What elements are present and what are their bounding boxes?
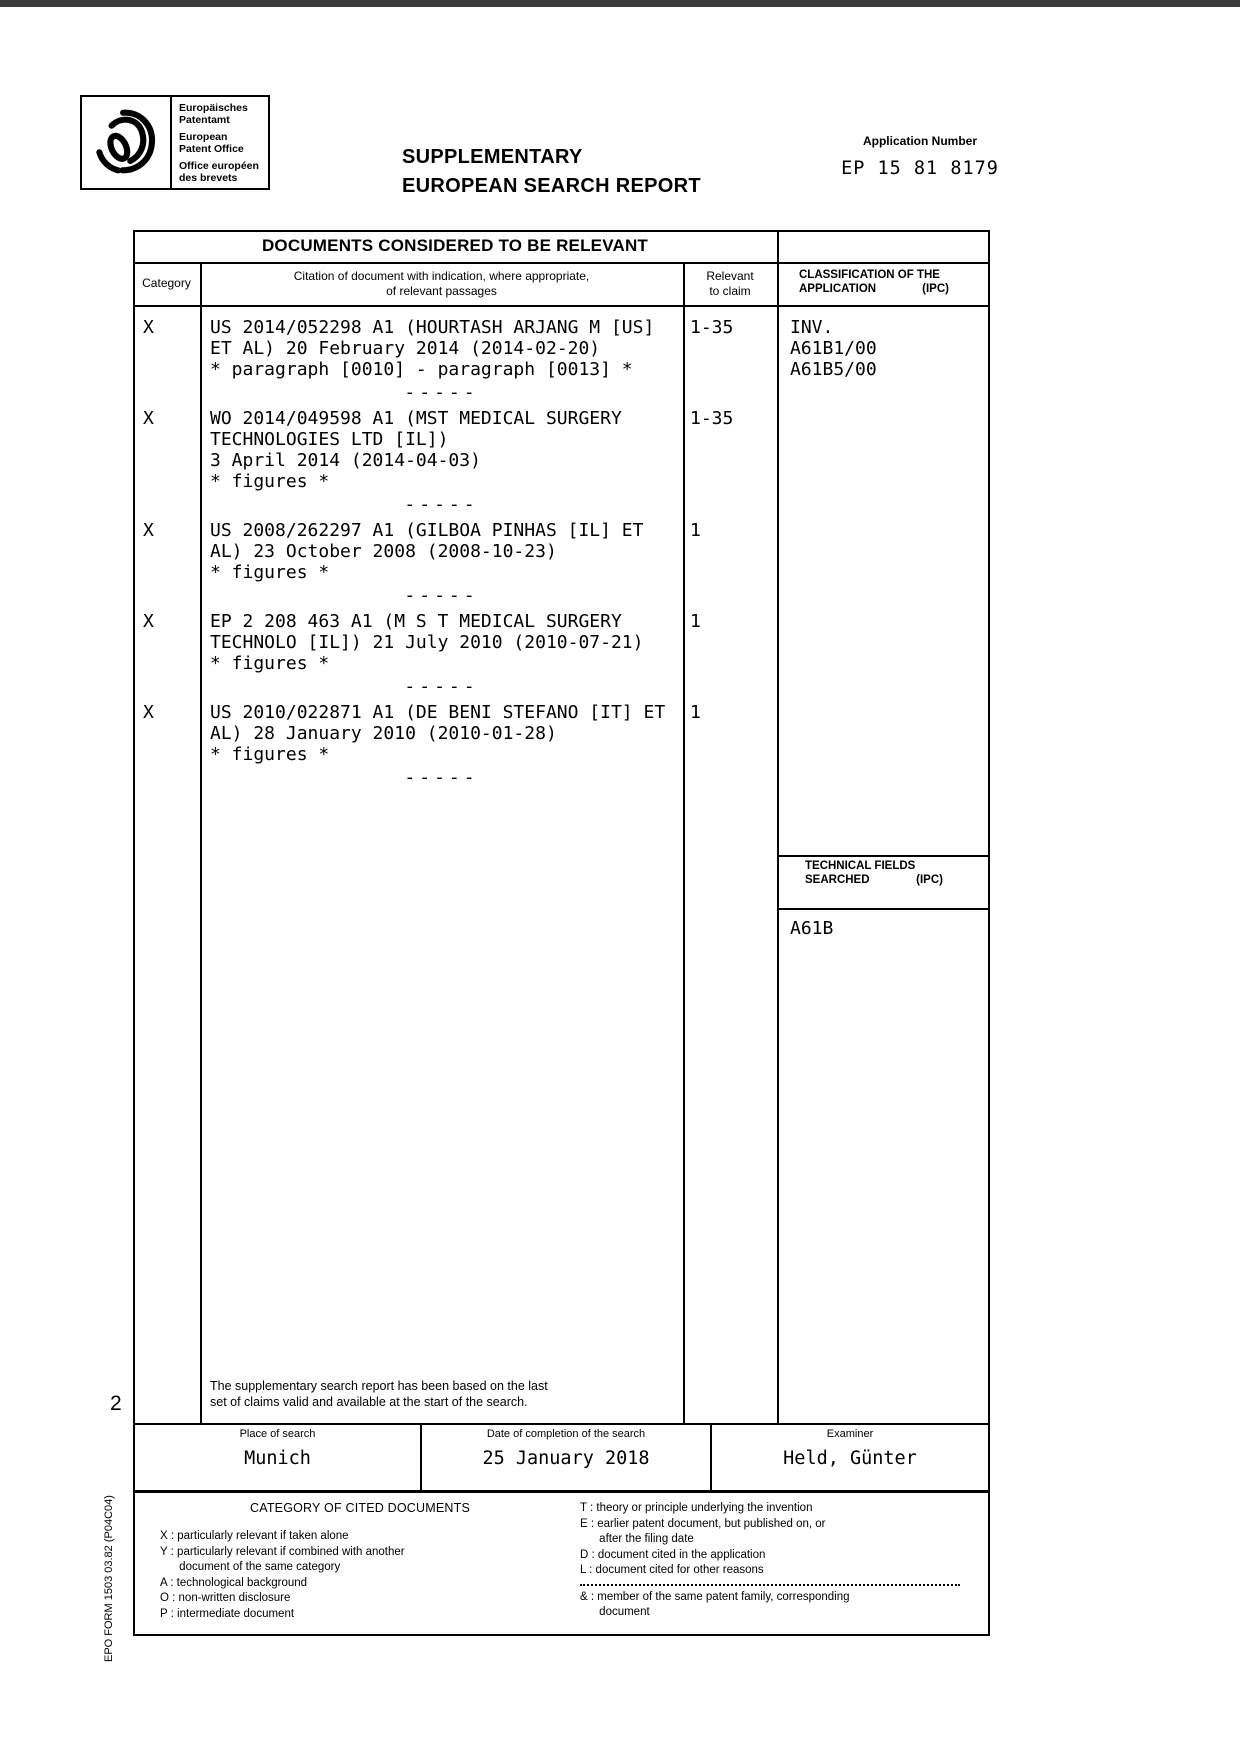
document-entries: [133, 313, 777, 793]
examiner-value: Held, Günter: [783, 1448, 917, 1469]
column-header-classification: [777, 262, 990, 305]
entry-separator: -----: [404, 585, 479, 606]
entry-category: X: [143, 317, 154, 338]
legend-item: after the filing date: [580, 1533, 694, 1545]
legend-item: Y : particularly relevant if combined with another: [160, 1545, 405, 1558]
legend-right-items-2: [580, 1590, 975, 1621]
technical-fields-values: [777, 918, 833, 939]
application-number-label: Application Number: [862, 134, 977, 148]
place-of-search-cell: [135, 1425, 422, 1490]
technical-fields-ipc: (IPC): [916, 874, 943, 886]
legend-left-items: [160, 1529, 560, 1622]
entry-relevant-claims: 1: [690, 520, 701, 541]
tech-fields-divider-top: [777, 855, 990, 857]
entry-category: X: [143, 520, 154, 541]
dotted-divider: [580, 1584, 960, 1586]
legend-item: A : technological background: [160, 1576, 308, 1589]
legend-item: & : member of the same patent family, corresponding: [580, 1590, 850, 1603]
technical-fields-line1: TECHNICAL FIELDS: [805, 860, 916, 872]
column-header-relevant: Relevant to claim: [706, 268, 754, 298]
epo-org-name: Europäisches Patentamt: [179, 102, 248, 127]
legend-title: CATEGORY OF CITED DOCUMENTS: [250, 1501, 470, 1515]
citation-legend: [133, 1490, 990, 1636]
search-basis-note: The supplementary search report has been based on the last set of claims valid and available at the start of the search.: [210, 1379, 548, 1409]
epo-logo-icon: [82, 97, 172, 188]
entry-separator: -----: [404, 382, 479, 403]
classification-header-ipc: (IPC): [922, 283, 949, 295]
date-of-completion-label: Date of completion of the search: [486, 1428, 646, 1440]
relevant-column-divider: [777, 230, 779, 1423]
page-number: 2: [110, 1392, 122, 1415]
entry-citation: WO 2014/049598 A1 (MST MEDICAL SURGERY TECHNOLOGIES LTD [IL]) 3 April 2014 (2014-04-03) * figures *: [210, 408, 622, 492]
examiner-label: Examiner: [826, 1428, 874, 1440]
legend-item: P : intermediate document: [160, 1607, 295, 1620]
entry-category: X: [143, 611, 154, 632]
table-border-right: [988, 230, 990, 1423]
tech-fields-divider-bottom: [777, 908, 990, 910]
epo-org-name: Office européen des brevets: [179, 159, 259, 184]
entry-separator: -----: [404, 767, 479, 788]
epo-form-id: EPO FORM 1503 03.82 (P04C04): [103, 1495, 115, 1662]
entry-citation: US 2008/262297 A1 (GILBOA PINHAS [IL] ET AL) 23 October 2008 (2008-10-23) * figures *: [210, 520, 644, 583]
column-header-category: Category: [142, 276, 191, 290]
column-header-citation: Citation of document with indication, where appropriate, of relevant passages: [293, 268, 590, 298]
entry-category: X: [143, 702, 154, 723]
legend-item: X : particularly relevant if taken alone: [160, 1530, 349, 1542]
technical-fields-line2: SEARCHED: [805, 874, 870, 886]
report-title: SUPPLEMENTARY EUROPEAN SEARCH REPORT: [402, 146, 701, 197]
entry-relevant-claims: 1-35: [690, 317, 734, 338]
classification-values: [777, 317, 877, 380]
entry-relevant-claims: 1: [690, 611, 701, 632]
place-of-search-value: Munich: [244, 1448, 311, 1469]
documents-table: [133, 230, 990, 1423]
entry-category: X: [143, 408, 154, 429]
classification-header-line1: CLASSIFICATION OF THE: [799, 269, 940, 281]
examiner-cell: [712, 1425, 988, 1490]
legend-item: L : document cited for other reasons: [580, 1564, 764, 1576]
header-row-divider: [133, 305, 990, 307]
legend-item: document: [580, 1606, 650, 1618]
entry-relevant-claims: 1-35: [690, 408, 734, 429]
place-of-search-label: Place of search: [239, 1428, 316, 1440]
document-entry: [133, 611, 777, 697]
classification-value: A61B5/00: [790, 359, 877, 380]
document-entry: [133, 317, 777, 403]
entry-citation: US 2014/052298 A1 (HOURTASH ARJANG M [US] ET AL) 20 February 2014 (2014-02-20) * paragraph [0010] - paragraph [0013] *: [210, 317, 655, 380]
entry-citation: EP 2 208 463 A1 (M S T MEDICAL SURGERY TECHNOLO [IL]) 21 July 2010 (2010-07-21) * figures *: [210, 611, 644, 674]
epo-org-name: European Patent Office: [179, 130, 244, 155]
legend-right-items: [580, 1501, 975, 1579]
search-footer: [133, 1423, 990, 1490]
scan-artifact-bar: [0, 0, 1240, 7]
entry-citation: US 2010/022871 A1 (DE BENI STEFANO [IT] ET AL) 28 January 2010 (2010-01-28) * figures *: [210, 702, 666, 765]
date-of-completion-cell: [422, 1425, 712, 1490]
entry-separator: -----: [404, 676, 479, 697]
document-entry: [133, 702, 777, 788]
entry-relevant-claims: 1: [690, 702, 701, 723]
legend-item: document of the same category: [160, 1561, 341, 1573]
document-entry: [133, 520, 777, 606]
date-of-completion-value: 25 January 2018: [482, 1448, 650, 1469]
epo-logo-box: [80, 95, 270, 190]
legend-item: O : non-written disclosure: [160, 1592, 291, 1604]
document-entry: [133, 408, 777, 515]
technical-fields-header: [777, 859, 990, 887]
classification-header-line2: APPLICATION: [799, 283, 877, 295]
technical-field-value: A61B: [790, 918, 834, 939]
classification-value: A61B1/00: [790, 338, 877, 359]
classification-value: INV.: [790, 317, 834, 338]
entry-separator: -----: [404, 494, 479, 515]
epo-org-names: [172, 97, 268, 188]
table-title: DOCUMENTS CONSIDERED TO BE RELEVANT: [261, 236, 649, 255]
legend-item: T : theory or principle underlying the invention: [580, 1502, 813, 1514]
legend-item: D : document cited in the application: [580, 1548, 766, 1561]
legend-item: E : earlier patent document, but published on, or: [580, 1517, 826, 1530]
application-number-value: EP 15 81 8179: [841, 158, 999, 179]
